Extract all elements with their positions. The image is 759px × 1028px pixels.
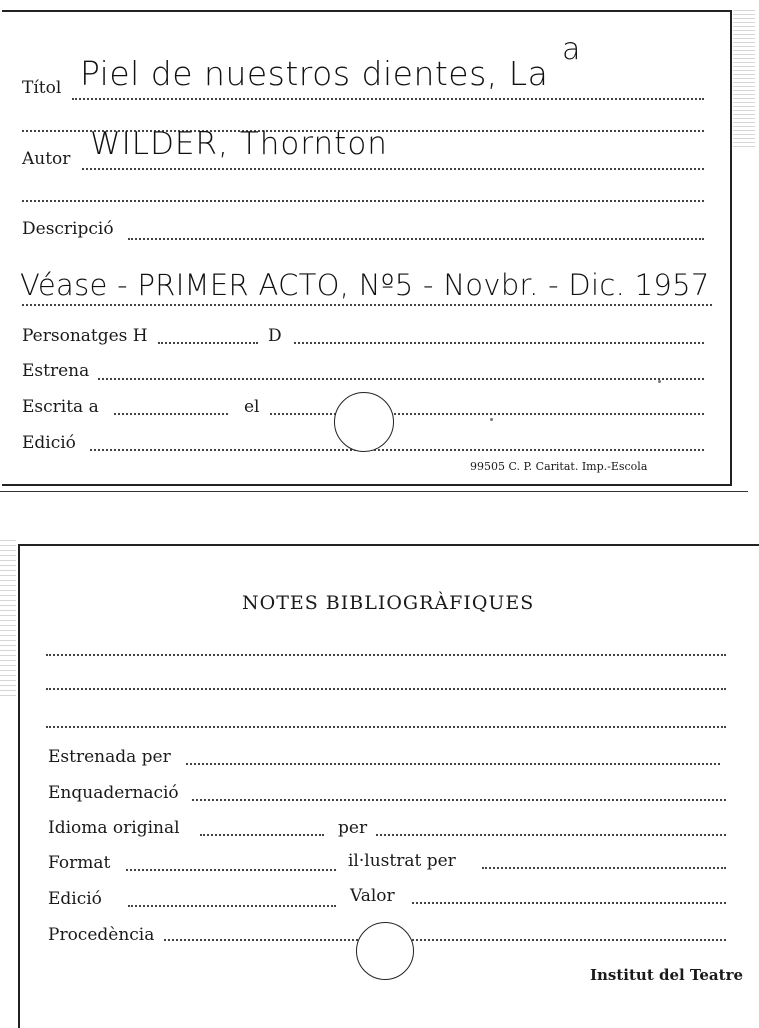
- characters-male-line: [158, 342, 258, 344]
- author-handwritten-value: WILDER, Thornton: [90, 126, 388, 162]
- back-edition-label: Edició: [48, 889, 102, 909]
- catalog-card-back: [18, 544, 759, 1028]
- edition-line: [90, 449, 704, 451]
- value-label: Valor: [350, 886, 395, 906]
- scan-edge-texture: [733, 10, 755, 150]
- edition-label: Edició: [22, 433, 76, 453]
- binding-line: [192, 799, 726, 801]
- notes-line-2: [46, 688, 726, 690]
- handwritten-reference-note: Véase - PRIMER ACTO, Nº5 - Novbr. - Dic. 1957: [20, 268, 710, 302]
- description-label: Descripció: [22, 219, 114, 239]
- title-line: [72, 98, 704, 100]
- scan-edge-texture: [0, 540, 16, 700]
- premiere-label: Estrena: [22, 361, 90, 381]
- format-label: Format: [48, 853, 111, 873]
- original-language-line: [200, 834, 324, 836]
- note-line: [22, 304, 712, 306]
- institution-name: Institut del Teatre: [590, 966, 744, 984]
- binding-label: Enquadernació: [48, 783, 179, 803]
- printer-imprint: 99505 C. P. Caritat. Imp.-Escola: [470, 460, 648, 473]
- author-line: [82, 168, 704, 170]
- premiere-line: [98, 378, 704, 380]
- paper-speck: [658, 380, 661, 383]
- paper-speck: [490, 418, 493, 421]
- bibliographic-notes-heading: NOTES BIBLIOGRÀFIQUES: [242, 592, 535, 614]
- card-separator-line: [0, 491, 748, 492]
- author-label: Autor: [22, 149, 71, 169]
- premiered-by-label: Estrenada per: [48, 747, 171, 767]
- illustrated-by-line: [482, 867, 726, 869]
- characters-female-label: D: [268, 326, 282, 346]
- characters-female-line: [294, 342, 704, 344]
- title-superscript: a: [562, 32, 582, 67]
- translated-by-label: per: [338, 818, 368, 838]
- characters-label: Personatges H: [22, 326, 148, 346]
- illustrated-by-label: il·lustrat per: [348, 851, 456, 871]
- punch-hole: [334, 392, 394, 452]
- provenance-line: [164, 939, 726, 941]
- punch-hole: [356, 922, 414, 980]
- catalog-card-front: [2, 10, 732, 486]
- translated-by-line: [376, 834, 726, 836]
- title-handwritten-value: Piel de nuestros dientes, La: [80, 54, 549, 93]
- value-line: [412, 902, 726, 904]
- format-line: [126, 869, 336, 871]
- provenance-label: Procedència: [48, 925, 155, 945]
- back-edition-line: [128, 905, 336, 907]
- title-label: Títol: [22, 78, 62, 98]
- written-in-line: [114, 413, 228, 415]
- author-line-2: [22, 200, 704, 202]
- description-line: [128, 238, 704, 240]
- original-language-label: Idioma original: [48, 818, 180, 838]
- notes-line-1: [46, 654, 726, 656]
- written-in-label: Escrita a: [22, 397, 99, 417]
- notes-line-3: [46, 726, 726, 728]
- premiered-by-line: [186, 763, 720, 765]
- written-on-label: el: [244, 397, 260, 417]
